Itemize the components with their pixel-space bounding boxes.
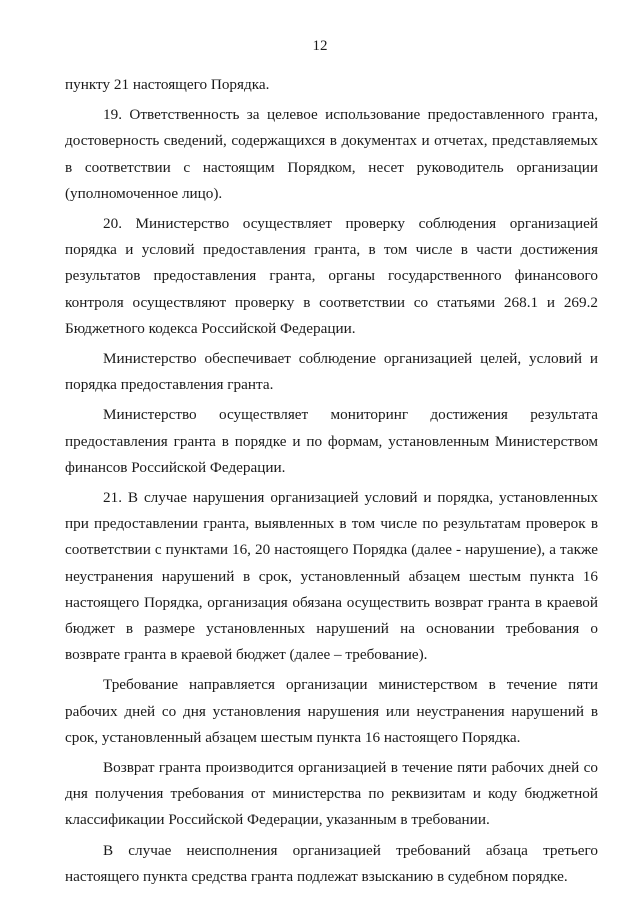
paragraph-20-monitoring: Министерство осуществляет мониторинг достижения результата предоставления гранта в порядке и по формам, установленным Министерством финансов Российской Федерации.	[65, 406, 598, 476]
paragraph-20-goals: Министерство обеспечивает соблюдение организацией целей, условий и порядка предоставления гранта.	[65, 350, 598, 394]
paragraph-20: 20. Министерство осуществляет проверку соблюдения организацией порядка и условий предоставления гранта, в том числе в части достижения результатов предоставления гранта, органы государственного финансового контроля осуществляют проверку в соответствии со статьями 268.1 и 269.2 Бюджетного кодекса Российской Федерации.	[65, 215, 598, 337]
paragraph-continuation: пункту 21 настоящего Порядка.	[65, 76, 270, 93]
paragraph-21-requirement: Требование направляется организации министерством в течение пяти рабочих дней со дня установления нарушения или неустранения нарушений в срок, установленный абзацем шестым пункта 16 настоящего Порядка.	[65, 676, 598, 746]
page-number: 12	[312, 38, 328, 54]
paragraph-21-enforcement: В случае неисполнения организацией требований абзаца третьего настоящего пункта средства гранта подлежат взысканию в судебном порядке.	[65, 841, 598, 885]
document-body	[65, 72, 598, 894]
paragraph-19: 19. Ответственность за целевое использование предоставленного гранта, достоверность сведений, содержащихся в документах и отчетах, представляемых в соответствии с настоящим Порядком, несет руководитель организации (уполномоченное лицо).	[65, 106, 598, 202]
paragraph-21: 21. В случае нарушения организацией условий и порядка, установленных при предоставлении гранта, выявленных в том числе по результатам проверок в соответствии с пунктами 16, 20 настоящего Порядка (далее - нарушение), а также неустранения нарушений в срок, установленный абзацем шестым пункта 16 настоящего Порядка, организация обязана осуществить возврат гранта в краевой бюджет в размере установленных нарушений на основании требования о возврате гранта в краевой бюджет (далее – требование).	[65, 489, 598, 664]
paragraph-21-return: Возврат гранта производится организацией в течение пяти рабочих дней со дня получения требования от министерства по реквизитам и коду бюджетной классификации Российской Федерации, указанным в требовании.	[65, 759, 598, 829]
